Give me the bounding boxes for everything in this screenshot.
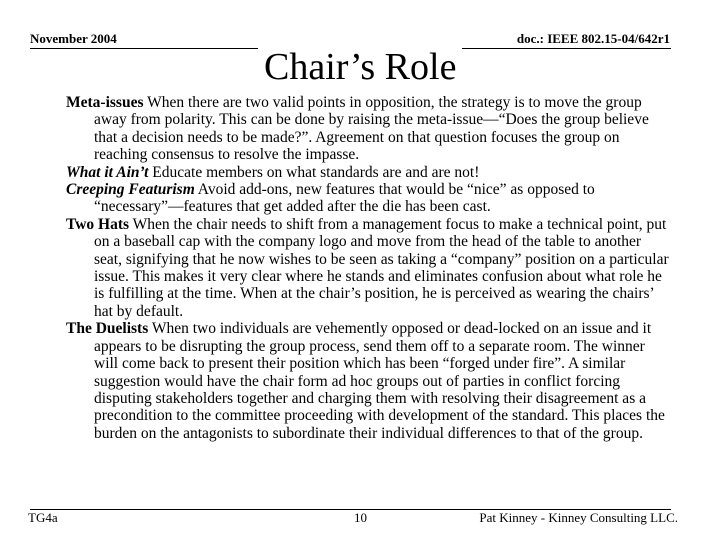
slide-title: Chair’s Role <box>258 44 462 90</box>
item-text: Avoid add-ons, new features that would be “nice” as opposed to “necessary”—features that get added after the die has been cast. <box>94 181 595 216</box>
list-item-the-duelists <box>66 320 672 442</box>
list-item-meta-issues <box>66 94 672 164</box>
item-text: When there are two valid points in opposition, the strategy is to move the group away from polarity. This can be done by raising the meta-issue—“Does the group believe that a decision needs to be made?”. Agreement on that question focuses the group on reaching consensus to resolve the impasse. <box>94 94 649 164</box>
slide-body <box>66 94 672 442</box>
list-item-two-hats <box>66 216 672 320</box>
item-text: When two individuals are vehemently opposed or dead-locked on an issue and it appears to be disrupting the group process, send them off to a separate room. The winner will come back to present their position which has been “forged under fire”. A similar suggestion would have the chair form ad hoc groups out of parties in conflict forcing disputing stakeholders together and charging them with resolving their disagreement as a precondition to the committee proceeding with development of the standard. This places the burden on the antagonists to subordinate their individual differences to that of the group. <box>94 320 665 442</box>
term-what-it-aint: What it Ain’t <box>66 163 149 181</box>
item-text: Educate members on what standards are and are not! <box>148 163 480 181</box>
item-text: When the chair needs to shift from a management focus to make a technical point, put on a baseball cap with the company logo and move from the head of the table to another seat, signifying that he now wishes to be seen as taking a “company” position on a particular issue. This makes it very clear where he stands and eliminates confusion about what role he is fulfilling at the time. When at the chair’s position, he is perceived as wearing the chairs’ hat by default. <box>94 215 669 320</box>
list-item-what-it-aint <box>66 164 672 181</box>
header-date: November 2004 <box>30 31 117 46</box>
footer-group: TG4a <box>28 510 58 525</box>
term-creeping-featurism: Creeping Featurism <box>66 181 195 199</box>
header-doc-id: doc.: IEEE 802.15-04/642r1 <box>516 31 670 46</box>
term-two-hats: Two Hats <box>66 215 130 233</box>
footer-author: Pat Kinney - Kinney Consulting LLC. <box>479 510 678 525</box>
term-the-duelists: The Duelists <box>66 320 149 338</box>
term-meta-issues: Meta-issues <box>66 94 144 111</box>
list-item-creeping-featurism <box>66 181 672 216</box>
page-number: 10 <box>354 510 367 525</box>
